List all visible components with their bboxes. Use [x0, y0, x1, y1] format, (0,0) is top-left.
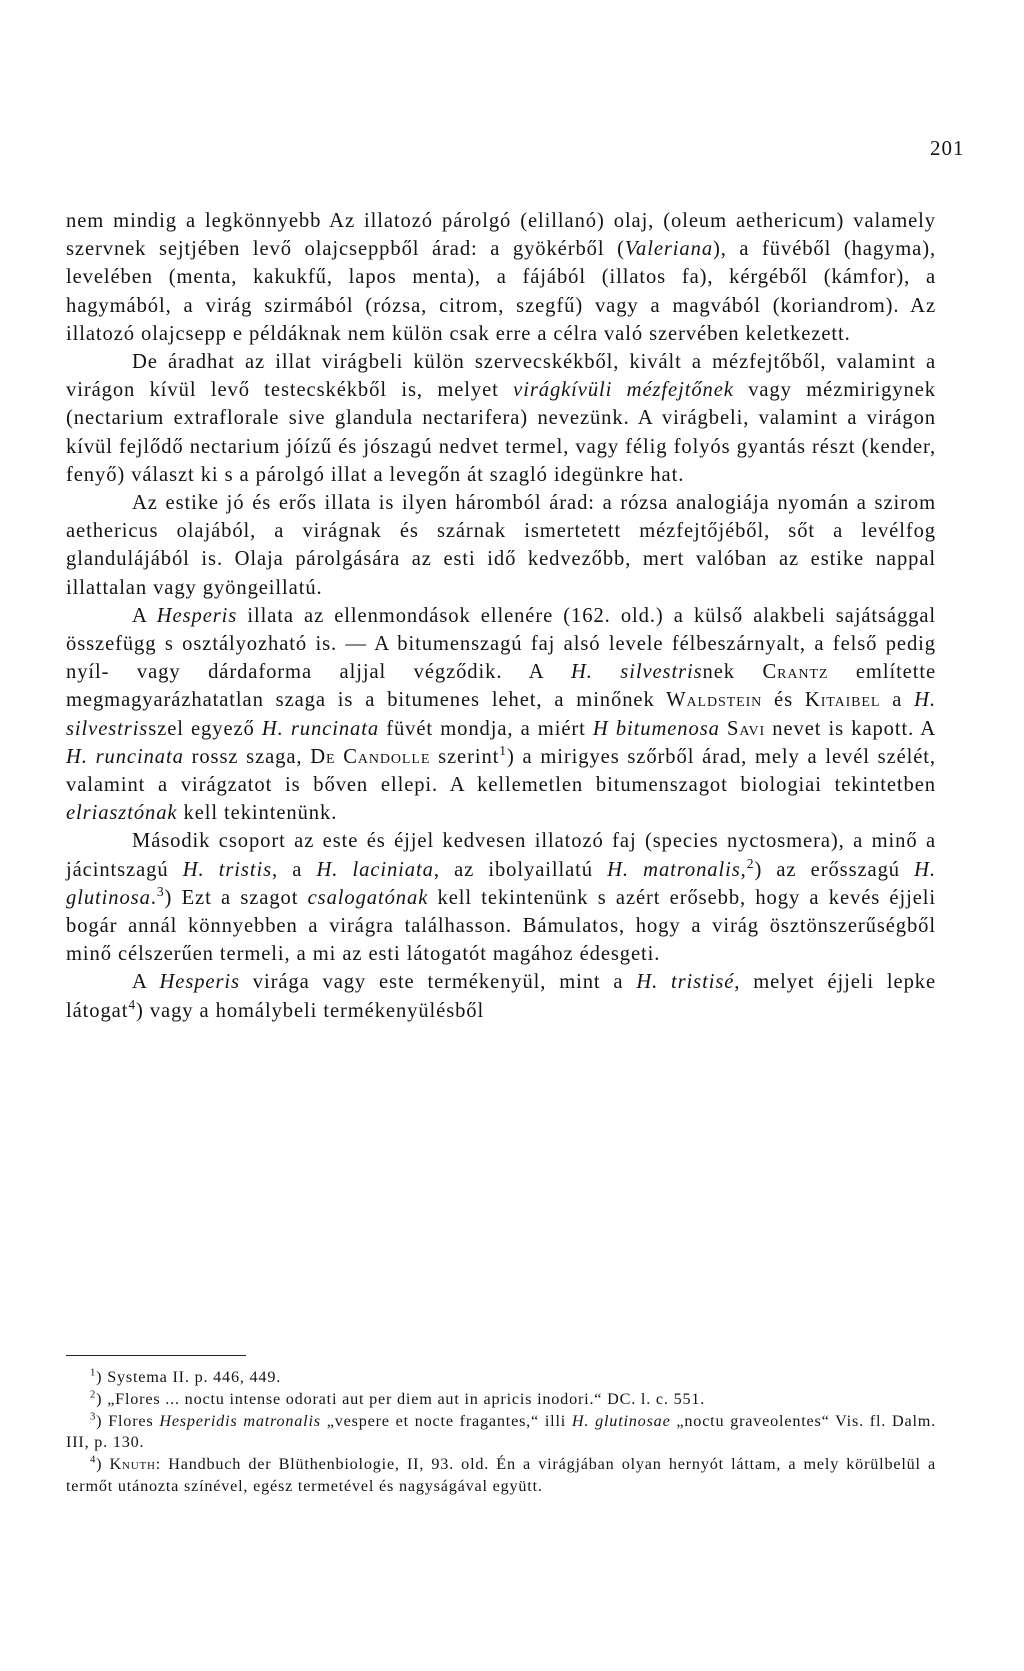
footnote-ref: 1 [499, 743, 507, 758]
body-text [66, 207, 936, 1025]
italic-text: Hesperis [156, 604, 238, 627]
text-run: aldstein [686, 689, 763, 712]
text-run: ) Ezt a szagot [164, 886, 308, 909]
text-run: „noctu graveolentes“ Vis. fl. Dalm. III, p. 130. [66, 1411, 936, 1452]
italic-text: Hesperidis matronalis [159, 1411, 321, 1430]
text-run: ) vagy a homálybeli termékenyülésből [136, 999, 485, 1022]
text-run: Második csoport az este és éjjel kedvesen illatozó faj (species nyctosmera), a minő a jácintszagú [66, 830, 936, 881]
paragraph [66, 968, 936, 1024]
text-run: kell tekintenünk s azért erősebb, hogy a kevés éjjeli bogár annál könnyebben a virágra találhasson. Bámulatos, hogy a virág ösztönszerűségből minő célszerűen termeli, a mi az esti látogatót magához édesgeti. [66, 886, 936, 966]
italic-text: H. tristis [182, 858, 272, 881]
text-run: rossz szaga, [183, 745, 311, 768]
text-run: nevet is kapott. A [765, 717, 936, 740]
footnote [66, 1454, 936, 1498]
italic-text: H bitumenosa [592, 717, 720, 740]
paragraph [66, 827, 936, 968]
text-run: kell tekintenünk. [177, 802, 338, 825]
text-run: nek [702, 661, 763, 684]
paragraph [66, 348, 936, 489]
text-run: ) „Flores ... noctu intense odorati aut per diem aut in apricis inodori.“ DC. l. c. 551. [96, 1389, 706, 1408]
text-run: szel egyező [148, 717, 262, 740]
footnote-ref: 1 [90, 1366, 97, 1379]
text-run: , [740, 858, 747, 881]
italic-text: H. glutinosa [66, 858, 936, 909]
italic-text: H. tristisé [636, 971, 735, 994]
text-run: A [132, 971, 160, 994]
text-run: Crantz [762, 661, 829, 684]
italic-text: Hesperis [159, 971, 240, 994]
text-run: füvét mondja, a miért [379, 717, 593, 740]
text-run: vagy mézmirigynek (nectarium extraflorale sive glandula nectarifera) nevezünk. A virágbeli, valamint a virágon kívül fejlődő nectarium jóízű és jószagú nedvet termel, vagy félig folyós gyantás részt (kender, fenyő) választ ki s a párolgó illat a levegőn át szagló idegünkre hat. [66, 379, 936, 486]
text-run: : Handbuch der Blüthenbiologie, II, 93. old. Én a virágjában olyan hernyót láttam, a mely körülbelül a termőt utánozta színével, egész termetével és nagyságával együtt. [66, 1455, 936, 1495]
text-run: . [150, 886, 157, 909]
footnote-ref: 3 [90, 1410, 97, 1423]
italic-text: csalogatónak [307, 886, 429, 909]
text-run: Savi [726, 717, 766, 740]
italic-text: elriasztónak [66, 802, 178, 825]
text-run: ) a mirigyes szőrből árad, mely a levél szélét, valamint a virágzatot is bőven ellepi. A kellemetlen bitumenszagot biologiai tekintetben [66, 745, 936, 797]
text-run: , az ibolyaillatú [433, 858, 608, 881]
text-run: és [762, 689, 805, 712]
text-run: ), a füvéből (hagyma), levelében (menta, kakukfű, lapos menta), a fájából (illatos fa), kérgéből (kámfor), a hagymából, a virág szirmából (rózsa, citrom, szegfű) vagy a magvából (koriandrom). Az illatozó olajcsepp e példáknak nem külön csak erre a célra való szervében keletkezett. [66, 238, 937, 345]
paragraph [66, 207, 936, 348]
text-run: virága vagy este termékenyül, mint a [239, 971, 637, 994]
text-run: A [132, 604, 157, 627]
text-run: Az estike jó és erős illata is ilyen háromból árad: a rózsa analogiája nyomán a szirom aethericus olajából, a virágnak és szárnak ismertetett mézfejtőjéből, sőt a levélfog glandulájából is. Olaja párolgására az esti idő kedvezőbb, mert valóban az estike nappal illattalan vagy gyöngeillatú. [66, 492, 936, 599]
text-run: szerint [430, 745, 500, 768]
footnotes [66, 1367, 936, 1498]
text-run [720, 718, 727, 740]
text-run: , melyet éjjeli lepke látogat [66, 971, 937, 1022]
text-run: Knuth [109, 1455, 156, 1474]
footnote [66, 1389, 936, 1411]
text-run: , a [271, 858, 317, 881]
text-run: a [880, 689, 915, 712]
italic-text: H. matronalis [607, 858, 741, 881]
footnote [66, 1411, 936, 1455]
footnote-divider [66, 1355, 246, 1356]
paragraph [66, 602, 936, 828]
italic-text: virágkívüli mézfejtőnek [513, 379, 734, 402]
text-run: említette megmagyarázhatatlan szaga is a bitumenes lehet, a minőnek W [66, 661, 937, 712]
italic-text: H. glutinosae [571, 1411, 671, 1430]
footnote [66, 1367, 936, 1389]
text-run: De Candolle [310, 745, 431, 768]
italic-text: H. runcinata [66, 745, 184, 768]
text-run: ) Systema II. p. 446, 449. [96, 1368, 282, 1386]
italic-text: H. laciniata [316, 858, 434, 881]
page-number: 201 [930, 136, 965, 160]
text-run: nem mindig a legkönnyebb Az illatozó párolgó (elillanó) olaj, (oleum aethericum) valamely szervnek sejtjében levő olajcseppből árad: a gyökérből ( [66, 210, 936, 261]
text-run: De áradhat az illat virágbeli külön szervecskékből, kivált a mézfejtőből, valamint a virágon kívül levő testecskékből is, melyet [66, 351, 936, 402]
text-run: ) [96, 1455, 110, 1474]
paragraph [66, 489, 936, 602]
italic-text: H. runcinata [261, 717, 380, 740]
text-run: ) az erősszagú [754, 858, 915, 881]
footnote-ref: 2 [746, 855, 755, 871]
italic-text: H. silvestris [66, 689, 936, 740]
footnote-ref: 3 [156, 884, 165, 900]
footnote-ref: 4 [90, 1453, 97, 1466]
italic-text: H. silvestris [570, 661, 703, 684]
text-run: Kitaibel [804, 689, 881, 712]
italic-text: Valeriana [624, 238, 714, 261]
footnote-ref: 4 [128, 996, 137, 1012]
text-run: ) Flores [96, 1411, 160, 1430]
text-run: illata az ellenmondások ellenére (162. old.) a külső alakbeli sajátsággal összefügg s osztályozható is. — A bitumenszagú faj alsó levele félbeszárnyalt, a felső pedig nyíl- vagy dárdaforma aljjal végződik. A [66, 604, 936, 684]
text-run: „vespere et nocte fragantes,“ illi [320, 1411, 572, 1430]
footnote-ref: 2 [90, 1388, 97, 1401]
